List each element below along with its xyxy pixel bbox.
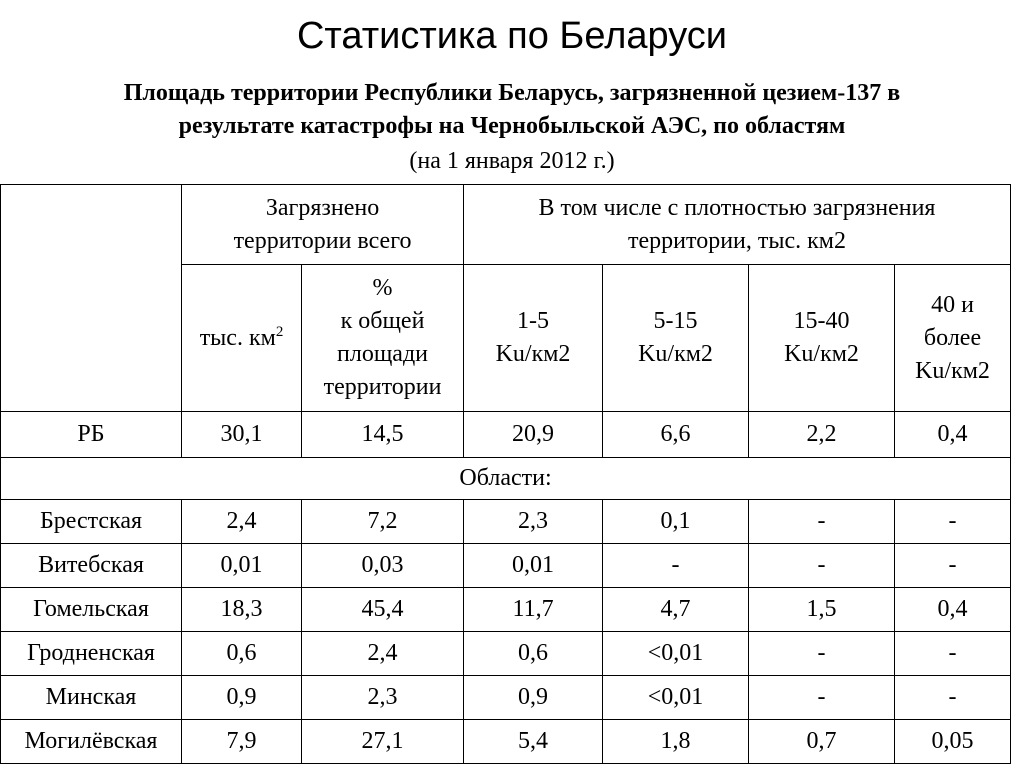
table-cell: - bbox=[895, 632, 1011, 676]
table-cell: 0,9 bbox=[182, 676, 302, 720]
table-cell: 0,6 bbox=[464, 632, 603, 676]
table-cell: 5,4 bbox=[464, 720, 603, 764]
table-cell: 2,3 bbox=[464, 500, 603, 544]
row-label: Гомельская bbox=[1, 588, 182, 632]
date-note: (на 1 января 2012 г.) bbox=[409, 148, 615, 174]
table-cell: 0,01 bbox=[182, 544, 302, 588]
table-row bbox=[1, 500, 1011, 544]
table-cell: 2,4 bbox=[302, 632, 464, 676]
table-cell: - bbox=[603, 544, 749, 588]
col-header-km2: тыс. $км^2$ bbox=[182, 265, 302, 412]
row-label: РБ bbox=[1, 412, 182, 458]
table-cell: 11,7 bbox=[464, 588, 603, 632]
table-row bbox=[1, 544, 1011, 588]
table-cell: - bbox=[749, 500, 895, 544]
table-cell: 2,4 bbox=[182, 500, 302, 544]
col-header-density-15-40: 15-40 Ku/км2 bbox=[749, 265, 895, 412]
table-cell: <0,01 bbox=[603, 676, 749, 720]
table-row-regions-label bbox=[1, 458, 1011, 500]
table-cell: - bbox=[895, 676, 1011, 720]
table-cell: 20,9 bbox=[464, 412, 603, 458]
caption-line-1: Площадь территории Республики Беларусь, загрязненной цезием-137 в bbox=[123, 80, 901, 106]
table-cell: 6,6 bbox=[603, 412, 749, 458]
table-cell: 4,7 bbox=[603, 588, 749, 632]
row-label: Минская bbox=[1, 676, 182, 720]
header-row-group bbox=[1, 185, 1011, 265]
table-row bbox=[1, 632, 1011, 676]
contamination-table bbox=[0, 184, 1011, 764]
row-label: Брестская bbox=[1, 500, 182, 544]
table-cell: - bbox=[895, 544, 1011, 588]
table-cell: - bbox=[895, 500, 1011, 544]
col-header-density-1-5: 1-5 Ku/км2 bbox=[464, 265, 603, 412]
row-label: Витебская bbox=[1, 544, 182, 588]
header-total-contaminated: Загрязнено территории всего bbox=[182, 185, 464, 265]
table-cell: 14,5 bbox=[302, 412, 464, 458]
table-cell: 0,6 bbox=[182, 632, 302, 676]
table-cell: 0,03 bbox=[302, 544, 464, 588]
table-cell: - bbox=[749, 676, 895, 720]
table-cell: 0,4 bbox=[895, 588, 1011, 632]
caption-line-2: результате катастрофы на Чернобыльской АЭС, по областям bbox=[178, 113, 846, 139]
table-cell: 0,1 bbox=[603, 500, 749, 544]
col-header-density-40-plus: 40 и более Ku/км2 bbox=[895, 265, 1011, 412]
table-cell: 18,3 bbox=[182, 588, 302, 632]
table-cell: 45,4 bbox=[302, 588, 464, 632]
table-cell: - bbox=[749, 544, 895, 588]
page-title: Статистика по Беларуси bbox=[296, 15, 728, 57]
header-density-group: В том числе с плотностью загрязнения территории, тыс. км2 bbox=[464, 185, 1011, 265]
corner-cell bbox=[1, 185, 182, 412]
table-cell: 0,01 bbox=[464, 544, 603, 588]
regions-label: Области: bbox=[1, 458, 1011, 500]
table-cell: 0,4 bbox=[895, 412, 1011, 458]
table-cell: 2,3 bbox=[302, 676, 464, 720]
table-cell: 0,05 bbox=[895, 720, 1011, 764]
table-cell: 2,2 bbox=[749, 412, 895, 458]
table-cell: 7,2 bbox=[302, 500, 464, 544]
row-label: Могилёвская bbox=[1, 720, 182, 764]
table-cell: - bbox=[749, 632, 895, 676]
table-row bbox=[1, 588, 1011, 632]
table-cell: 0,7 bbox=[749, 720, 895, 764]
table-row-total bbox=[1, 412, 1011, 458]
col-header-density-5-15: 5-15 Ku/км2 bbox=[603, 265, 749, 412]
table-cell: 27,1 bbox=[302, 720, 464, 764]
table-caption bbox=[0, 77, 1024, 143]
col-header-percent: % к общей площади территории bbox=[302, 265, 464, 412]
row-label: Гродненская bbox=[1, 632, 182, 676]
table-cell: 1,5 bbox=[749, 588, 895, 632]
table-row bbox=[1, 720, 1011, 764]
table-cell: 0,9 bbox=[464, 676, 603, 720]
table-cell: 30,1 bbox=[182, 412, 302, 458]
table-cell: 7,9 bbox=[182, 720, 302, 764]
table-cell: <0,01 bbox=[603, 632, 749, 676]
table-cell: 1,8 bbox=[603, 720, 749, 764]
table-row bbox=[1, 676, 1011, 720]
